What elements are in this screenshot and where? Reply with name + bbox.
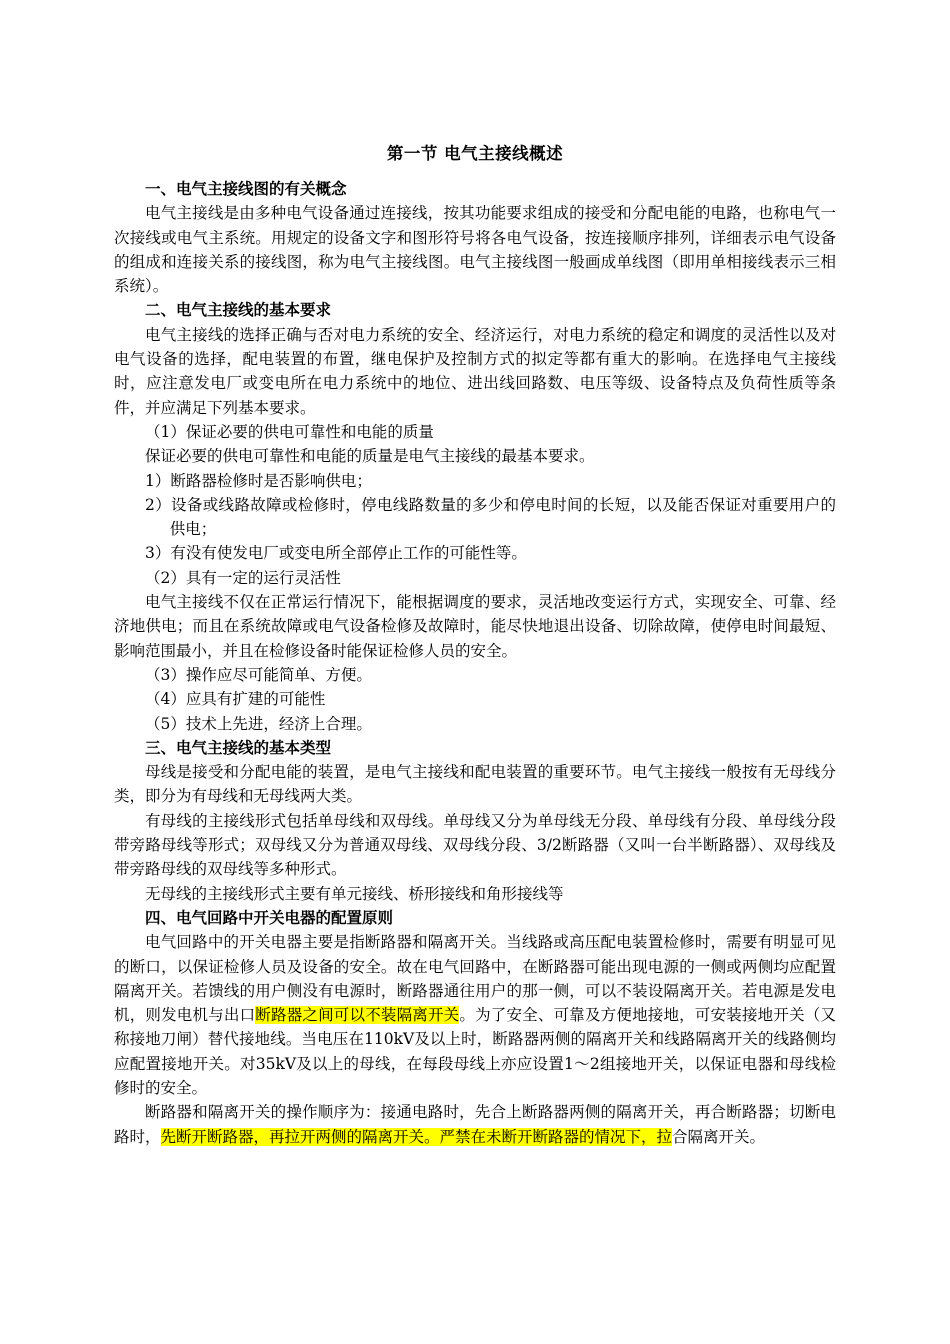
requirement-3: （3）操作应尽可能简单、方便。 <box>145 665 372 684</box>
requirement-1-paragraph: 保证必要的供电可靠性和电能的质量是电气主接线的最基本要求。 <box>145 447 595 466</box>
section-heading-3: 三、电气主接线的基本类型 <box>145 737 332 757</box>
text-span: 断路器和隔离开关的操作顺序为：接通电路时，先合上断路器两侧的隔离开关，再合断路器；切断电路时， <box>114 1103 836 1146</box>
section-1-paragraph: 电气主接线是由多种电气设备通过连接线，按其功能要求组成的接受和分配电能的电路，也称电气一次接线或电气主系统。用规定的设备文字和图形符号将各电气设备，按连接顺序排列，详细表示电气设备的组成和连接关系的接线图，称为电气主接线图。电气主接线图一般画成单线图（即用单相接线表示三相系统）。 <box>114 204 836 296</box>
text-span: 。为了安全、可靠及方便地接地，可安装接地开关（又称接地刀闸）替代接地线。当电压在110kV及以上时，断路器两侧的隔离开关和线路隔离开关的线路侧均应配置接地开关。对35kV及以上的母线，在每段母线上亦应设置1～2组接地开关，以保证电器和母线检修时的安全。 <box>114 1006 836 1097</box>
requirement-4: （4）应具有扩建的可能性 <box>145 690 326 709</box>
highlighted-text: 先断开断路器，再拉开两侧的隔离开关。严禁在未断开断路器的情况下，拉 <box>160 1127 673 1146</box>
requirement-2: （2）具有一定的运行灵活性 <box>145 568 341 587</box>
highlighted-text: 断路器之间可以不装隔离开关 <box>255 1006 460 1025</box>
section-heading-2: 二、电气主接线的基本要求 <box>145 300 332 320</box>
requirement-5: （5）技术上先进，经济上合理。 <box>145 714 372 733</box>
section-3-paragraph-3: 无母线的主接线形式主要有单元接线、桥形接线和角形接线等 <box>145 884 564 903</box>
section-heading-4: 四、电气回路中开关电器的配置原则 <box>145 907 394 927</box>
section-4-paragraph-1 <box>114 930 836 1100</box>
text-span: 电气回路中的开关电器主要是指断路器和隔离开关。当线路或高压配电装置检修时，需要有明显可见的断口，以保证检修人员及设备的安全。故在电气回路中，在断路器可能出现电源的一侧或两侧均应配置隔离开关。若馈线的用户侧没有电源时，断路器通往用户的那一侧，可以不装设隔离开关。若电源是发电机，则发电机与出口 <box>114 933 836 1025</box>
section-2-paragraph: 电气主接线的选择正确与否对电力系统的安全、经济运行，对电力系统的稳定和调度的灵活性以及对电气设备的选择，配电装置的布置，继电保护及控制方式的拟定等都有重大的影响。在选择电气主接线时，应注意发电厂或变电所在电力系统中的地位、进出线回路数、电压等级、设备特点及负荷性质等条件，并应满足下列基本要求。 <box>114 325 836 417</box>
list-item-1: 1）断路器检修时是否影响供电； <box>145 471 372 490</box>
text-span: 合隔离开关。 <box>672 1127 766 1146</box>
requirement-1: （1）保证必要的供电可靠性和电能的质量 <box>145 422 434 441</box>
requirement-2-paragraph: 电气主接线不仅在正常运行情况下，能根据调度的要求，灵活地改变运行方式，实现安全、可靠、经济地供电；而且在系统故障或电气设备检修及故障时，能尽快地退出设备、切除故障，使停电时间最短、影响范围最小，并且在检修设备时能保证检修人员的安全。 <box>114 593 836 660</box>
section-heading-1: 一、电气主接线图的有关概念 <box>145 179 347 198</box>
page-title: 第一节 电气主接线概述 <box>386 144 564 163</box>
section-3-paragraph-2: 有母线的主接线形式包括单母线和双母线。单母线又分为单母线无分段、单母线有分段、单母线分段带旁路母线等形式；双母线又分为普通双母线、双母线分段、3/2断路器（又叫一台半断路器）、双母线及带旁路母线的双母线等多种形式。 <box>114 811 836 879</box>
list-item-2: 2）设备或线路故障或检修时，停电线路数量的多少和停电时间的长短，以及能否保证对重要用户的供电； <box>145 495 836 539</box>
section-4-paragraph-2 <box>114 1100 836 1149</box>
list-item-3: 3）有没有使发电厂或变电所全部停止工作的可能性等。 <box>145 544 527 563</box>
document-body <box>114 177 836 1149</box>
section-3-paragraph-1: 母线是接受和分配电能的装置，是电气主接线和配电装置的重要环节。电气主接线一般按有无母线分类，即分为有母线和无母线两大类。 <box>114 763 836 806</box>
